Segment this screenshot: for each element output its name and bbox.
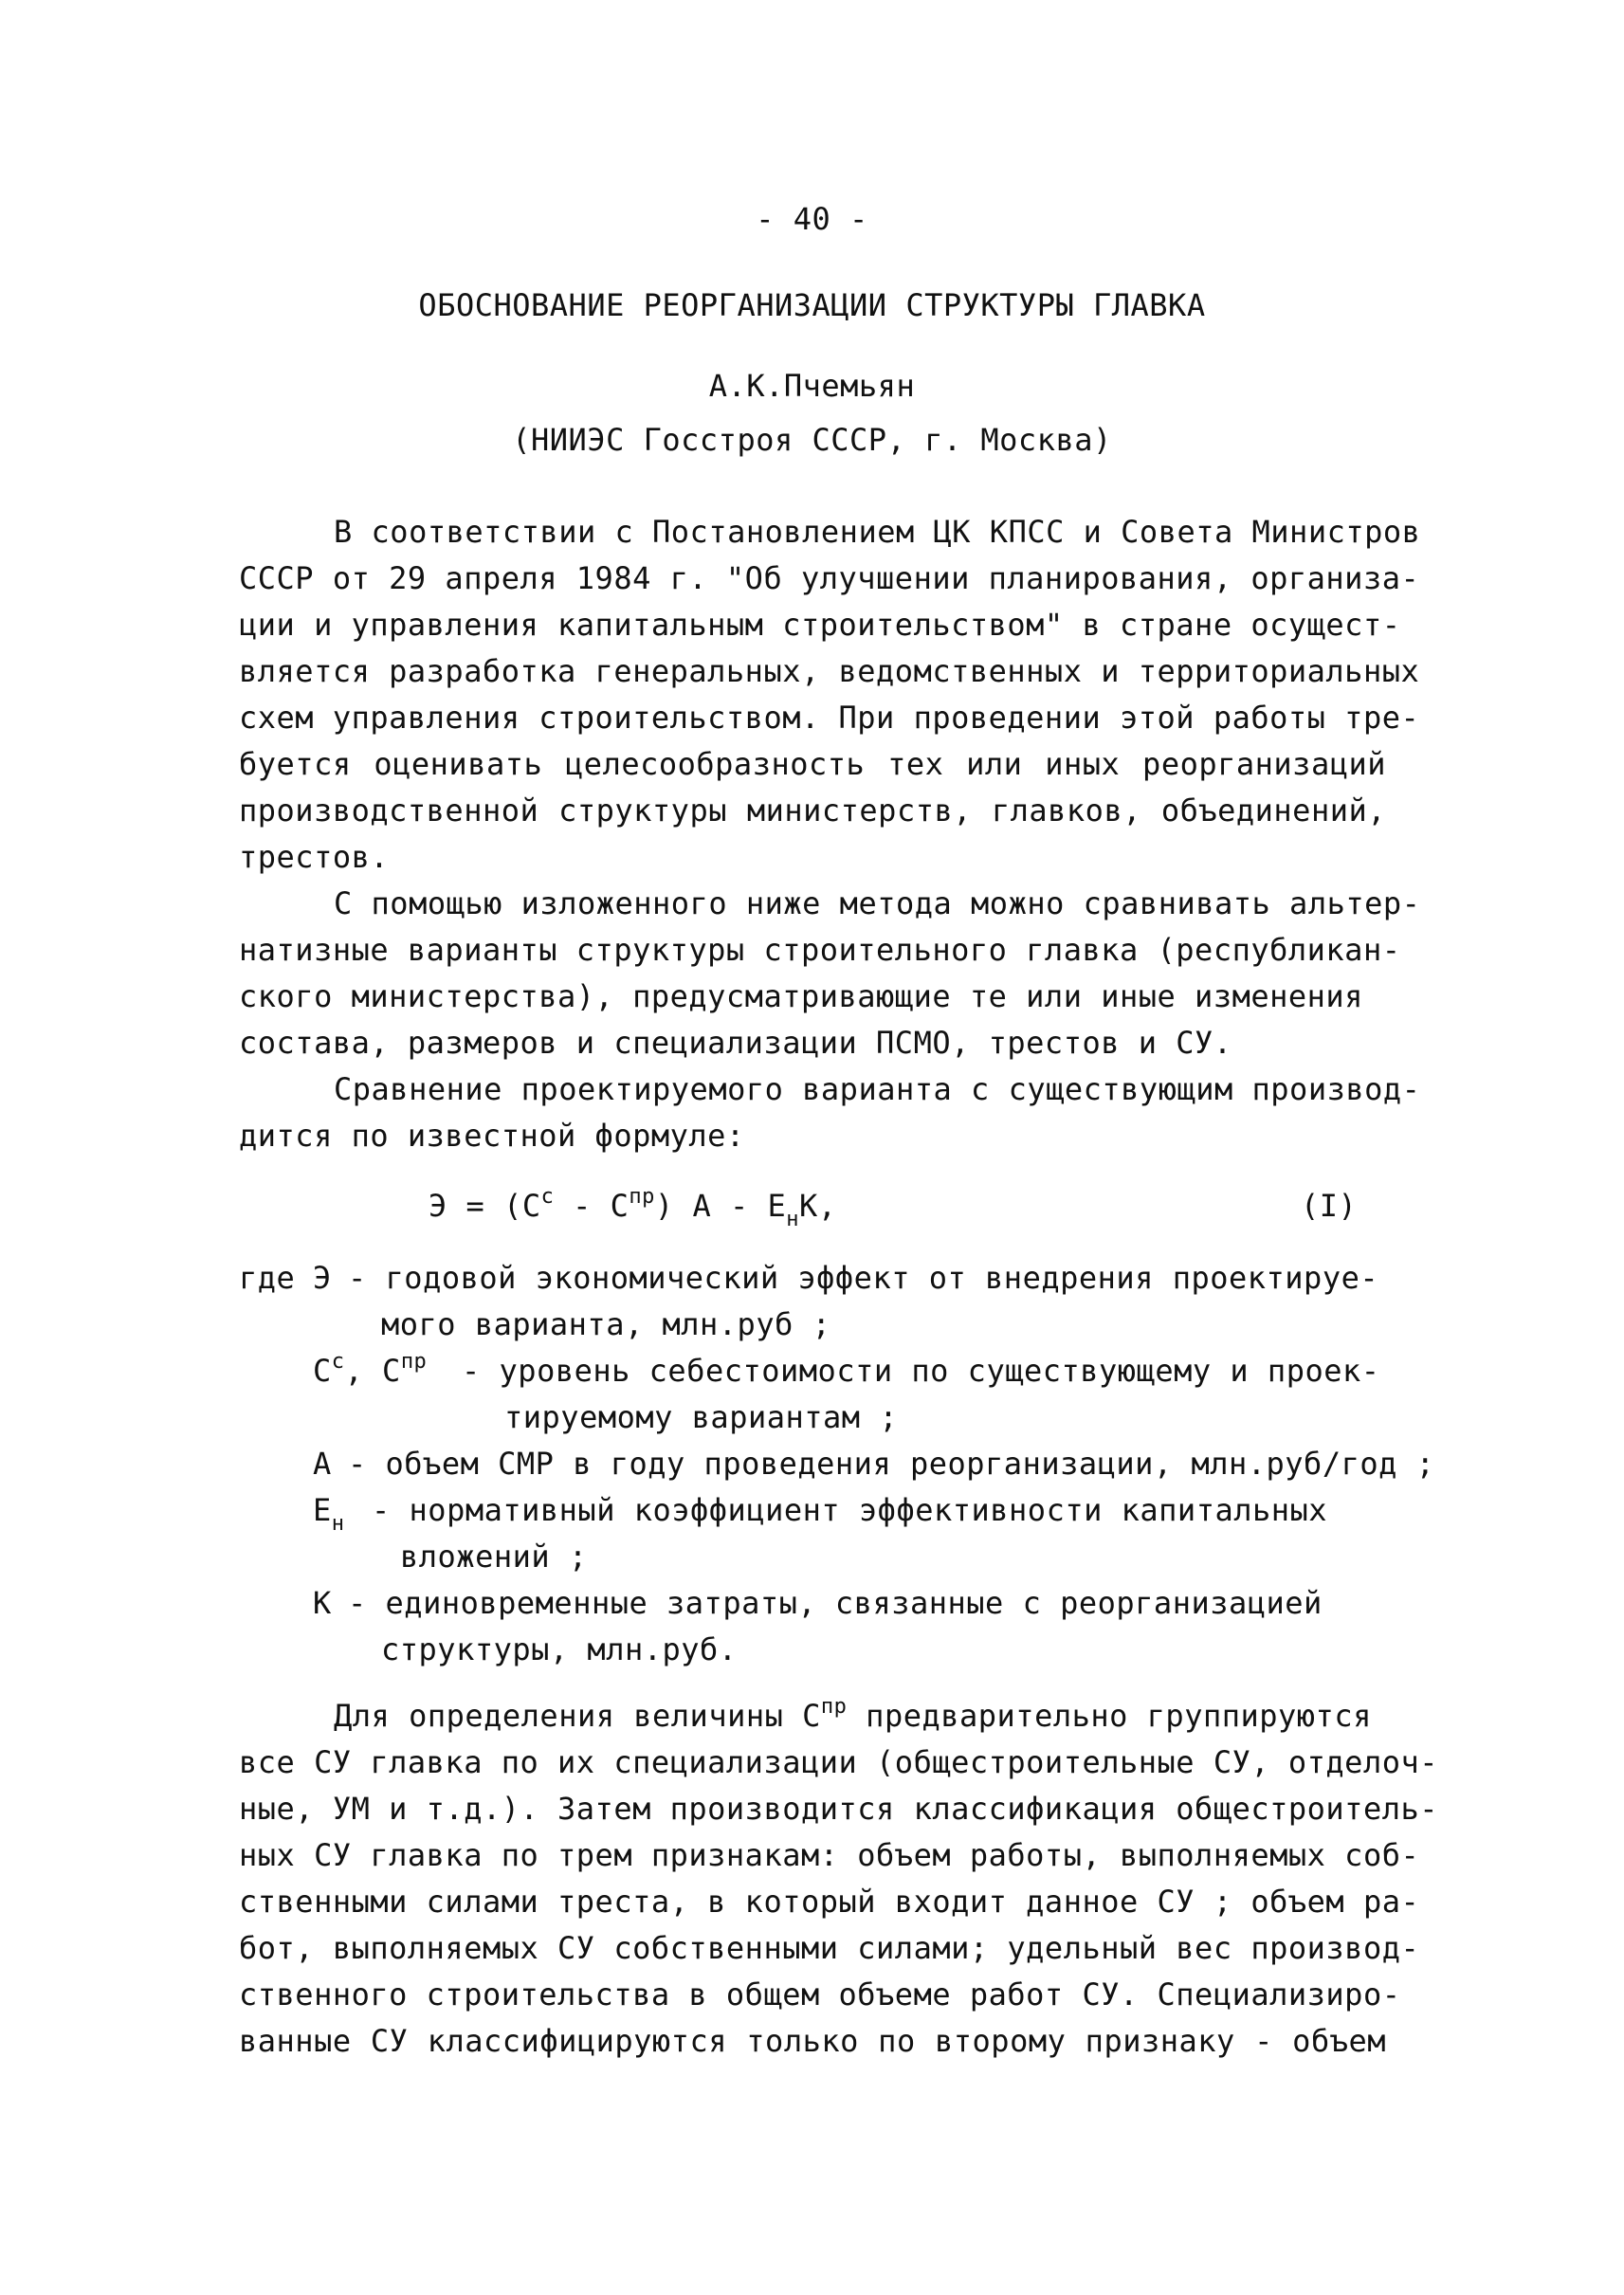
definition-text: мого варианта, млн.руб ; <box>381 1306 831 1342</box>
formula-sub: н <box>786 1208 800 1231</box>
text-line: вляется разработка генеральных, ведомственных и территориальных <box>239 653 1420 689</box>
author-affiliation: (НИИЭС Госстроя СССР, г. Москва) <box>512 422 1112 458</box>
text-segment: предварительно группируются <box>847 1698 1372 1734</box>
text-line: все СУ главка по их специализации (общестроительные СУ, отделоч- <box>239 1744 1438 1780</box>
formula-part: К, <box>799 1188 837 1224</box>
text-line: ции и управления капитальным строительством" в стране осущест- <box>239 607 1401 643</box>
text-line <box>334 1695 1372 1734</box>
symbol-e: Е <box>313 1492 332 1528</box>
text-line: ванные СУ классифицируются только по второму признаку - объем <box>239 2023 1386 2059</box>
definition-symbol <box>313 1350 428 1389</box>
formula-number: (I) <box>1301 1188 1358 1224</box>
text-line: схем управления строительством. При проведении этой работы тре- <box>239 700 1420 736</box>
definition-symbol: Э <box>313 1260 332 1296</box>
text-line: ные, УМ и т.д.). Затем производится классификация общестроитель- <box>239 1791 1438 1827</box>
author-name: А.К.Пчемьян <box>708 368 916 404</box>
formula-sup: с <box>540 1185 555 1209</box>
article-title: ОБОСНОВАНИЕ РЕОРГАНИЗАЦИИ СТРУКТУРЫ ГЛАВКА <box>418 287 1206 323</box>
definition-symbol: К <box>313 1585 332 1621</box>
definition-symbol: А <box>313 1446 332 1482</box>
definition-text: - уровень себестоимости по существующему и проек- <box>462 1353 1380 1389</box>
text-sup: пр <box>820 1695 848 1719</box>
definition-text: вложений ; <box>400 1539 588 1575</box>
definition-symbol <box>313 1492 345 1536</box>
text-line: ского министерства), предусматривающие те или иные изменения <box>239 978 1363 1014</box>
definition-text: тируемому вариантам ; <box>504 1399 899 1435</box>
text-line: ственного строительства в общем объеме работ СУ. Специализиро- <box>239 1976 1401 2013</box>
formula-part: (С <box>503 1188 541 1224</box>
text-line: ных СУ главка по трем признакам: объем работы, выполняемых соб- <box>239 1837 1420 1873</box>
definition-where: где <box>239 1260 296 1296</box>
symbol-c: С <box>313 1353 332 1389</box>
formula-lhs: Э <box>429 1188 447 1224</box>
text-segment: Для определения величины С <box>334 1698 821 1734</box>
text-line: Сравнение проектируемого варианта с существующим производ- <box>334 1071 1421 1107</box>
page-number: - 40 - <box>756 201 868 237</box>
text-line: дится по известной формуле: <box>239 1118 745 1154</box>
text-line: ственными силами треста, в который входит данное СУ ; объем ра- <box>239 1884 1420 1920</box>
definition-text: структуры, млн.руб. <box>381 1631 738 1667</box>
text-line: С помощью изложенного ниже метода можно сравнивать альтер- <box>334 885 1421 921</box>
definition-text: - объем СМР в году проведения реорганизации, млн.руб/год ; <box>348 1446 1435 1482</box>
definition-text: - единовременные затраты, связанные с реорганизацией <box>348 1585 1323 1621</box>
formula-equals: = <box>465 1188 485 1224</box>
formula-part: - С <box>554 1188 630 1224</box>
text-line: В соответствии с Постановлением ЦК КПСС и Совета Министров <box>334 514 1421 550</box>
text-line: буется оценивать целесообразность тех или иных реорганизаций <box>239 746 1386 782</box>
definition-text: - годовой экономический эффект от внедрения проектируе- <box>348 1260 1379 1296</box>
text-line: состава, размеров и специализации ПСМО, трестов и СУ. <box>239 1025 1232 1061</box>
symbol-sup: с <box>331 1350 345 1374</box>
text-line: бот, выполняемых СУ собственными силами; удельный вес производ- <box>239 1930 1420 1966</box>
formula-sup: пр <box>629 1185 655 1209</box>
symbol-sup: пр <box>400 1350 428 1374</box>
formula <box>429 1185 837 1231</box>
text-line: натизные варианты структуры строительного главка (республикан- <box>239 932 1401 968</box>
definition-text: - нормативный коэффициент эффективности капитальных <box>372 1492 1328 1528</box>
symbol-sub: н <box>331 1512 345 1536</box>
text-line: производственной структуры министерств, главков, объединений, <box>239 792 1386 829</box>
text-line: СССР от 29 апреля 1984 г. "Об улучшении планирования, организа- <box>239 560 1420 596</box>
formula-part: ) А - Е <box>654 1188 787 1224</box>
text-line: трестов. <box>239 839 390 875</box>
symbol-c: , С <box>344 1353 401 1389</box>
